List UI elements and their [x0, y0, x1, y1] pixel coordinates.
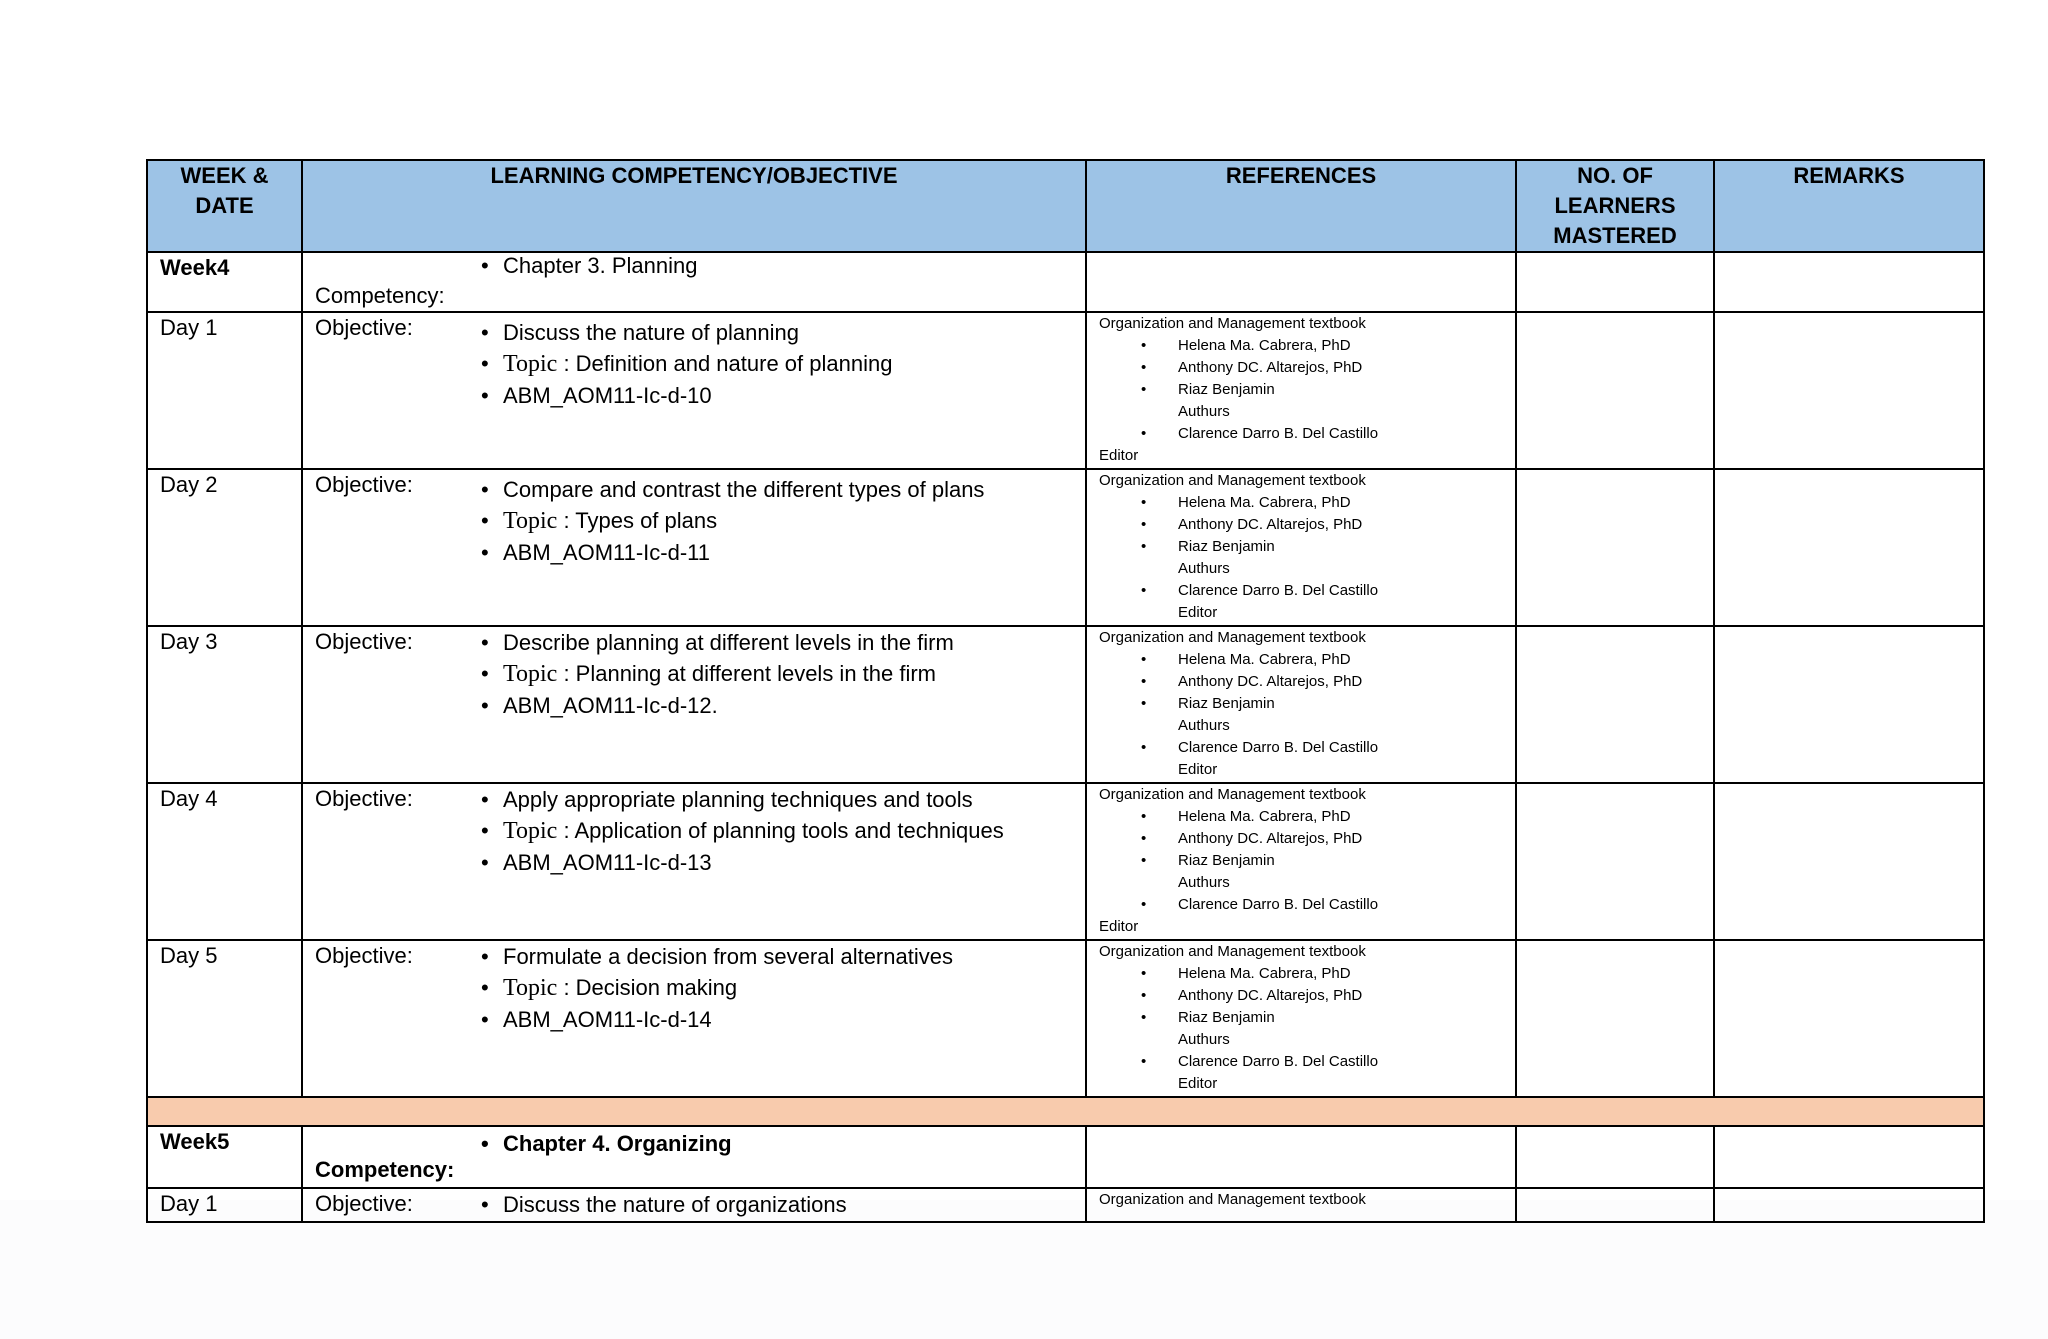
- day-label: Day 2: [147, 469, 302, 626]
- day-label: Day 1: [147, 312, 302, 469]
- objective-label: Objective:: [315, 315, 413, 340]
- topic-text: : Planning at different levels in the firm: [563, 661, 937, 686]
- topic-text: : Types of plans: [563, 508, 718, 533]
- learners-cell: [1516, 940, 1714, 1097]
- day-row: [147, 469, 1984, 626]
- objective-cell: [302, 783, 1086, 940]
- day-label: Day 1: [147, 1188, 302, 1222]
- ref-author: • Anthony DC. Altarejos, PhD: [1099, 828, 1515, 850]
- references-cell: [1086, 626, 1516, 783]
- ref-author: • Helena Ma. Cabrera, PhD: [1099, 649, 1515, 671]
- week4-chapter: • Chapter 3. Planning: [503, 253, 1085, 279]
- learners-cell: [1516, 312, 1714, 469]
- ref-authors-label: Authurs: [1178, 403, 1230, 420]
- ref-editor: • Clarence Darro B. Del Castillo: [1099, 1051, 1515, 1073]
- competency-label: Competency:: [315, 283, 445, 308]
- ref-editor: • Clarence Darro B. Del Castillo: [1099, 580, 1515, 602]
- objective-text: • Apply appropriate planning techniques and tools: [503, 784, 1085, 815]
- ref-title: Organization and Management textbook: [1099, 786, 1366, 803]
- objective-text: • Describe planning at different levels in the firm: [503, 627, 1085, 658]
- objective-text: • Discuss the nature of planning: [503, 317, 1085, 348]
- ref-title: Organization and Management textbook: [1099, 315, 1366, 332]
- header-remarks: REMARKS: [1714, 160, 1984, 252]
- objective-code: • ABM_AOM11-Ic-d-14: [503, 1004, 1085, 1035]
- day-row: [147, 312, 1984, 469]
- objective-label: Objective:: [315, 1191, 413, 1216]
- ref-title: Organization and Management textbook: [1099, 943, 1366, 960]
- day-row: [147, 940, 1984, 1097]
- day-label: Day 4: [147, 783, 302, 940]
- learners-cell: [1516, 1188, 1714, 1222]
- week5-learners-cell: [1516, 1126, 1714, 1188]
- topic-word: Topic: [503, 508, 558, 534]
- objective-topic: [503, 815, 1085, 847]
- week5-remarks-cell: [1714, 1126, 1984, 1188]
- objective-text: • Discuss the nature of organizations: [503, 1189, 1085, 1220]
- week5-references-cell: [1086, 1126, 1516, 1188]
- learners-cell: [1516, 783, 1714, 940]
- ref-authors-label: Authurs: [1178, 560, 1230, 577]
- header-competency: LEARNING COMPETENCY/OBJECTIVE: [302, 160, 1086, 252]
- learners-cell: [1516, 626, 1714, 783]
- remarks-cell: [1714, 940, 1984, 1097]
- remarks-cell: [1714, 312, 1984, 469]
- references-cell: [1086, 783, 1516, 940]
- objective-label: Objective:: [315, 943, 413, 968]
- ref-author: • Riaz Benjamin: [1099, 693, 1515, 715]
- header-learners-line2: MASTERED: [1553, 223, 1677, 248]
- objective-cell: [302, 1188, 1086, 1222]
- ref-editor-label: Editor: [1178, 604, 1218, 621]
- ref-author: • Helena Ma. Cabrera, PhD: [1099, 963, 1515, 985]
- week5-day-row: [147, 1188, 1984, 1222]
- week4-label: Week4: [147, 252, 302, 312]
- ref-title: Organization and Management textbook: [1099, 1191, 1366, 1208]
- header-learners: [1516, 160, 1714, 252]
- objective-cell: [302, 469, 1086, 626]
- objective-label: Objective:: [315, 472, 413, 497]
- remarks-cell: [1714, 1188, 1984, 1222]
- ref-title: Organization and Management textbook: [1099, 629, 1366, 646]
- ref-author: • Riaz Benjamin: [1099, 379, 1515, 401]
- objective-code: • ABM_AOM11-Ic-d-13: [503, 847, 1085, 878]
- ref-editor-label: Editor: [1099, 447, 1139, 464]
- day-label: Day 5: [147, 940, 302, 1097]
- objective-topic: [503, 972, 1085, 1004]
- ref-author: • Anthony DC. Altarejos, PhD: [1099, 671, 1515, 693]
- week5-competency-row: [147, 1126, 1984, 1188]
- header-learners-line1: NO. OF LEARNERS: [1554, 163, 1676, 218]
- ref-authors-label: Authurs: [1178, 874, 1230, 891]
- ref-editor: • Clarence Darro B. Del Castillo: [1099, 423, 1515, 445]
- topic-text: : Decision making: [563, 975, 738, 1000]
- week-separator: [147, 1097, 1984, 1126]
- day-row: [147, 626, 1984, 783]
- ref-author: • Anthony DC. Altarejos, PhD: [1099, 985, 1515, 1007]
- ref-title: Organization and Management textbook: [1099, 472, 1366, 489]
- objective-topic: [503, 505, 1085, 537]
- day-row: [147, 783, 1984, 940]
- topic-word: Topic: [503, 661, 558, 687]
- objective-code: • ABM_AOM11-Ic-d-11: [503, 537, 1085, 568]
- objective-cell: [302, 312, 1086, 469]
- objective-text: • Formulate a decision from several alternatives: [503, 941, 1085, 972]
- remarks-cell: [1714, 783, 1984, 940]
- remarks-cell: [1714, 626, 1984, 783]
- ref-editor: • Clarence Darro B. Del Castillo: [1099, 894, 1515, 916]
- objective-code: • ABM_AOM11-Ic-d-10: [503, 380, 1085, 411]
- topic-word: Topic: [503, 351, 558, 377]
- ref-editor-label: Editor: [1178, 1075, 1218, 1092]
- ref-author: • Helena Ma. Cabrera, PhD: [1099, 806, 1515, 828]
- header-references: REFERENCES: [1086, 160, 1516, 252]
- ref-author: • Anthony DC. Altarejos, PhD: [1099, 514, 1515, 536]
- lesson-plan-table: [146, 159, 1985, 1223]
- ref-author: • Anthony DC. Altarejos, PhD: [1099, 357, 1515, 379]
- week4-references-cell: [1086, 252, 1516, 312]
- topic-text: : Definition and nature of planning: [563, 351, 893, 376]
- week4-competency-cell: [302, 252, 1086, 312]
- header-week-date: [147, 160, 302, 252]
- references-cell: [1086, 312, 1516, 469]
- ref-editor: • Clarence Darro B. Del Castillo: [1099, 737, 1515, 759]
- ref-authors-label: Authurs: [1178, 717, 1230, 734]
- header-week-date-line2: DATE: [195, 193, 254, 218]
- ref-editor-label: Editor: [1099, 918, 1139, 935]
- week5-competency-cell: [302, 1126, 1086, 1188]
- week4-remarks-cell: [1714, 252, 1984, 312]
- week5-label: Week5: [147, 1126, 302, 1188]
- header-row: [147, 160, 1984, 252]
- learners-cell: [1516, 469, 1714, 626]
- day-label: Day 3: [147, 626, 302, 783]
- week5-chapter: • Chapter 4. Organizing: [503, 1131, 1085, 1157]
- references-cell: [1086, 1188, 1516, 1222]
- objective-text: • Compare and contrast the different types of plans: [503, 474, 1085, 505]
- objective-label: Objective:: [315, 629, 413, 654]
- topic-word: Topic: [503, 975, 558, 1001]
- week4-learners-cell: [1516, 252, 1714, 312]
- topic-word: Topic: [503, 818, 558, 844]
- topic-text: : Application of planning tools and techniques: [563, 818, 1004, 843]
- objective-label: Objective:: [315, 786, 413, 811]
- ref-author: • Riaz Benjamin: [1099, 850, 1515, 872]
- objective-cell: [302, 940, 1086, 1097]
- ref-author: • Riaz Benjamin: [1099, 1007, 1515, 1029]
- week-separator-row: [147, 1097, 1984, 1126]
- competency-label: Competency:: [315, 1157, 455, 1182]
- ref-author: • Helena Ma. Cabrera, PhD: [1099, 335, 1515, 357]
- references-cell: [1086, 940, 1516, 1097]
- ref-editor-label: Editor: [1178, 761, 1218, 778]
- remarks-cell: [1714, 469, 1984, 626]
- objective-code: • ABM_AOM11-Ic-d-12.: [503, 690, 1085, 721]
- header-week-date-line1: WEEK &: [180, 163, 269, 188]
- ref-authors-label: Authurs: [1178, 1031, 1230, 1048]
- ref-author: • Riaz Benjamin: [1099, 536, 1515, 558]
- objective-topic: [503, 348, 1085, 380]
- objective-topic: [503, 658, 1085, 690]
- ref-author: • Helena Ma. Cabrera, PhD: [1099, 492, 1515, 514]
- week4-competency-row: [147, 252, 1984, 312]
- objective-cell: [302, 626, 1086, 783]
- references-cell: [1086, 469, 1516, 626]
